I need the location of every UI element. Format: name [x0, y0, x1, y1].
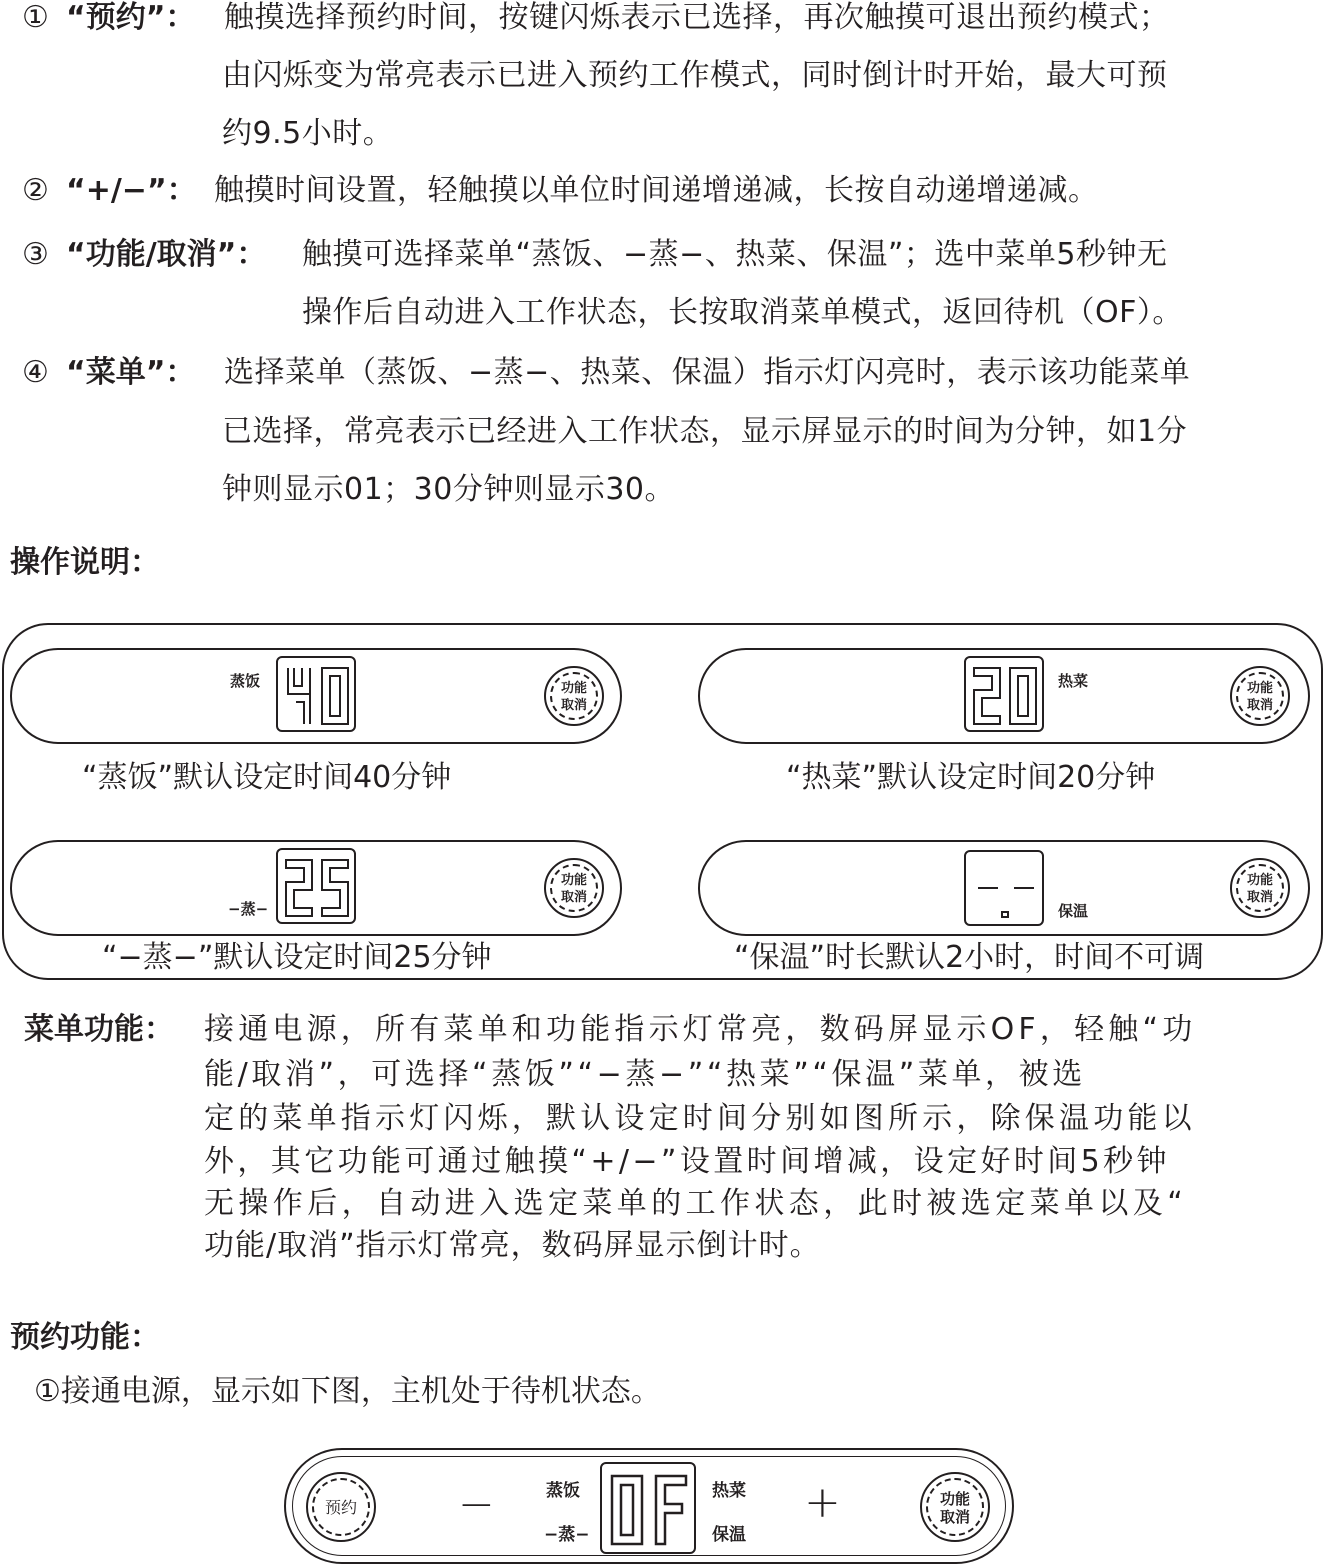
menu-label: 热菜 — [1058, 672, 1089, 690]
digits-40-icon — [278, 658, 358, 734]
menu-func-line: 能/取消”，可选择“蒸饭”“−蒸−”“热菜”“保温”菜单，被选 — [204, 1057, 1086, 1092]
item-key: “菜单”： — [66, 355, 196, 390]
digit-display — [276, 656, 356, 732]
menu-func-line: 接通电源，所有菜单和功能指示灯常亮，数码屏显示OF，轻触“功 — [204, 1012, 1197, 1047]
knob-label: 取消 — [939, 1508, 970, 1526]
digit-display — [964, 656, 1044, 732]
item-line: 已选择，常亮表示已经进入工作状态，显示屏显示的时间为分钟，如1分 — [222, 414, 1188, 449]
reserve-button-label: 预约 — [324, 1498, 357, 1517]
panel-caption: “保温”时长默认2小时，时间不可调 — [734, 940, 1205, 975]
reserve-button[interactable] — [306, 1472, 376, 1542]
menu-func-line: 外，其它功能可通过触摸“+/−”设置时间增减，设定好时间5秒钟 — [204, 1144, 1170, 1179]
menu-label: 保温 — [1058, 902, 1089, 920]
function-cancel-knob[interactable] — [920, 1472, 990, 1542]
item-number: ③ — [22, 237, 49, 272]
function-cancel-knob[interactable] — [1230, 666, 1290, 726]
knob-label: 功能 — [560, 681, 587, 696]
item-line: 触摸时间设置，轻触摸以单位时间递增递减，长按自动递增递减。 — [214, 173, 1099, 208]
menu-label-steam: −蒸− — [544, 1525, 590, 1545]
panel-caption: “热菜”默认设定时间20分钟 — [786, 760, 1156, 795]
menu-label-steam-rice: 蒸饭 — [546, 1481, 580, 1501]
menu-label: −蒸− — [228, 900, 269, 918]
digit-display-of — [600, 1462, 696, 1554]
item-line: 触摸可选择菜单“蒸饭、−蒸−、热菜、保温”；选中菜单5秒钟无 — [302, 237, 1168, 272]
item-line: 选择菜单（蒸饭、−蒸−、热菜、保温）指示灯闪亮时，表示该功能菜单 — [224, 355, 1191, 390]
knob-label: 功能 — [1246, 681, 1273, 696]
menu-func-line: 无操作后，自动进入选定菜单的工作状态，此时被选定菜单以及“ — [204, 1186, 1188, 1221]
digits-25-icon — [278, 850, 358, 926]
knob-label: 取消 — [1246, 698, 1273, 713]
menu-func-line: 定的菜单指示灯闪烁，默认设定时间分别如图所示，除保温功能以 — [204, 1101, 1196, 1136]
knob-label: 功能 — [1246, 873, 1273, 888]
function-cancel-knob[interactable] — [1230, 858, 1290, 918]
panel-caption: “蒸饭”默认设定时间40分钟 — [82, 760, 452, 795]
knob-label: 功能 — [560, 873, 587, 888]
item-line: 由闪烁变为常亮表示已进入预约工作模式，同时倒计时开始，最大可预 — [222, 58, 1168, 93]
item-line: 钟则显示01；30分钟则显示30。 — [222, 472, 676, 507]
digit-display — [964, 850, 1044, 926]
item-key: “功能/取消”： — [66, 237, 267, 272]
function-cancel-knob[interactable] — [544, 666, 604, 726]
minus-button[interactable]: − — [458, 1479, 495, 1530]
menu-func-line: 功能/取消”指示灯常亮，数码屏显示倒计时。 — [204, 1228, 821, 1263]
digits-of-icon — [602, 1464, 698, 1556]
function-cancel-knob[interactable] — [544, 858, 604, 918]
item-key: “预约”： — [66, 0, 196, 35]
digits-20-icon — [966, 658, 1046, 734]
item-key: “+/−”： — [66, 173, 197, 208]
knob-label: 取消 — [560, 890, 587, 905]
knob-label: 功能 — [939, 1490, 970, 1508]
item-number: ④ — [22, 355, 49, 390]
knob-label: 取消 — [1246, 890, 1273, 905]
panel-caption: “−蒸−”默认设定时间25分钟 — [102, 940, 492, 975]
item-line: 约9.5小时。 — [222, 116, 394, 151]
menu-label-hot-dish: 热菜 — [712, 1481, 746, 1501]
reserve-step-1: ①接通电源，显示如下图，主机处于待机状态。 — [34, 1374, 661, 1409]
operation-heading: 操作说明： — [10, 545, 160, 580]
digit-display — [276, 848, 356, 924]
knob-label: 取消 — [560, 698, 587, 713]
plus-button[interactable]: + — [804, 1477, 841, 1528]
menu-func-key: 菜单功能： — [24, 1012, 174, 1047]
item-number: ① — [22, 0, 49, 35]
reserve-heading: 预约功能： — [10, 1320, 160, 1355]
item-line: 操作后自动进入工作状态，长按取消菜单模式，返回待机（OF）。 — [302, 295, 1183, 330]
item-line: 触摸选择预约时间，按键闪烁表示已选择，再次触摸可退出预约模式； — [224, 0, 1170, 35]
menu-label: 蒸饭 — [230, 672, 261, 690]
digits-dash-icon — [966, 852, 1046, 928]
menu-label-keep-warm: 保温 — [712, 1525, 746, 1545]
item-number: ② — [22, 173, 49, 208]
